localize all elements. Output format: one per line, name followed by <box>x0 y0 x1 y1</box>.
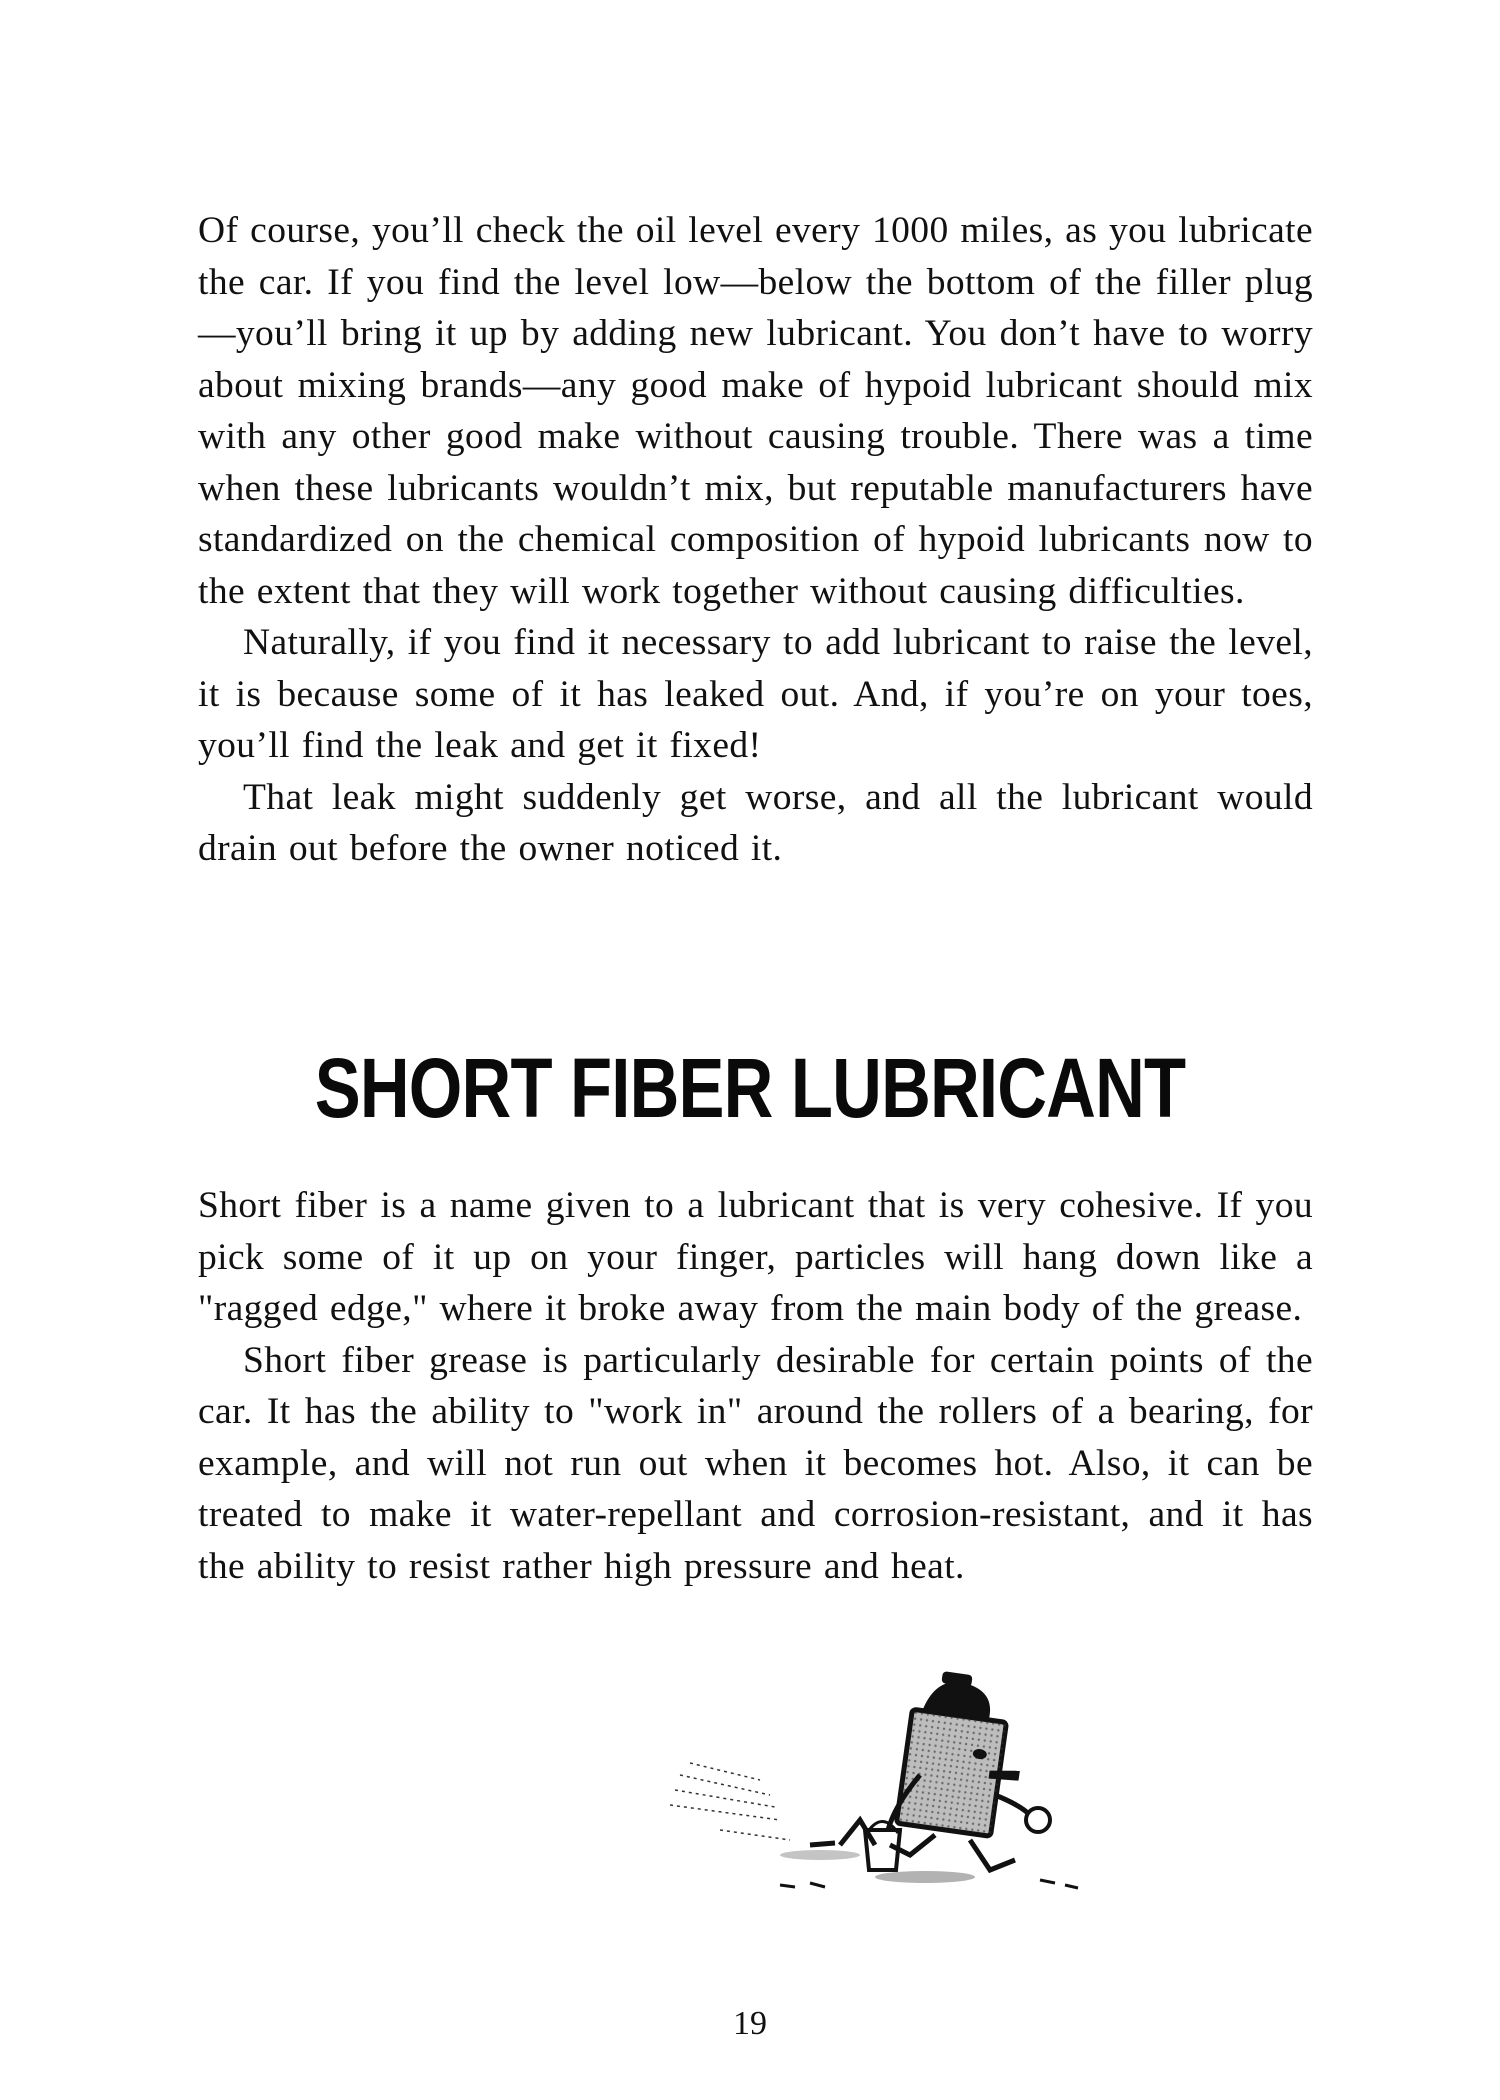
body-text-bottom <box>198 1180 1313 1592</box>
paragraph-leak-worse: That leak might suddenly get worse, and all the lubricant would drain out before the owner noticed it. <box>198 776 1313 869</box>
paragraph-oil-level: Of course, you’ll check the oil level every 1000 miles, as you lubricate the car. If you find the level low—below the bottom of the filler plug—you’ll bring it up by adding new lubricant. You don’t have to worry about mixing brands—any good make of hypoid lubricant should mix with any other good make without causing trouble. There was a time when these lubricants wouldn’t mix, but reputable manufacturers have standardized on the chemical composition of hypoid lubricants now to the extent that they will work together without causing difficulties. <box>198 210 1313 612</box>
paragraph-short-fiber-uses: Short fiber grease is particularly desirable for certain points of the car. It has the ability to "work in" around the rollers of a bearing, for example, and will not run out when it becomes hot. Also, it can be treated to make it water-repellant and corrosion-resistant, and it has the ability to resist rather high pressure and heat. <box>198 1339 1313 1587</box>
paragraph-leak: Naturally, if you find it necessary to add lubricant to raise the level, it is because some of it has leaked out. And, if you’re on your toes, you’ll find the leak and get it fixed! <box>198 622 1313 766</box>
page-number: 19 <box>733 2005 767 2042</box>
paragraph-short-fiber-definition: Short fiber is a name given to a lubricant that is very cohesive. If you pick some of it up on your finger, particles will hang down like a "ragged edge," where it broke away from the main body of the grease. <box>198 1185 1313 1329</box>
grease-can-character-illustration <box>660 1655 1110 1915</box>
body-text-top <box>198 205 1313 875</box>
section-heading: SHORT FIBER LUBRICANT <box>314 1041 1186 1135</box>
